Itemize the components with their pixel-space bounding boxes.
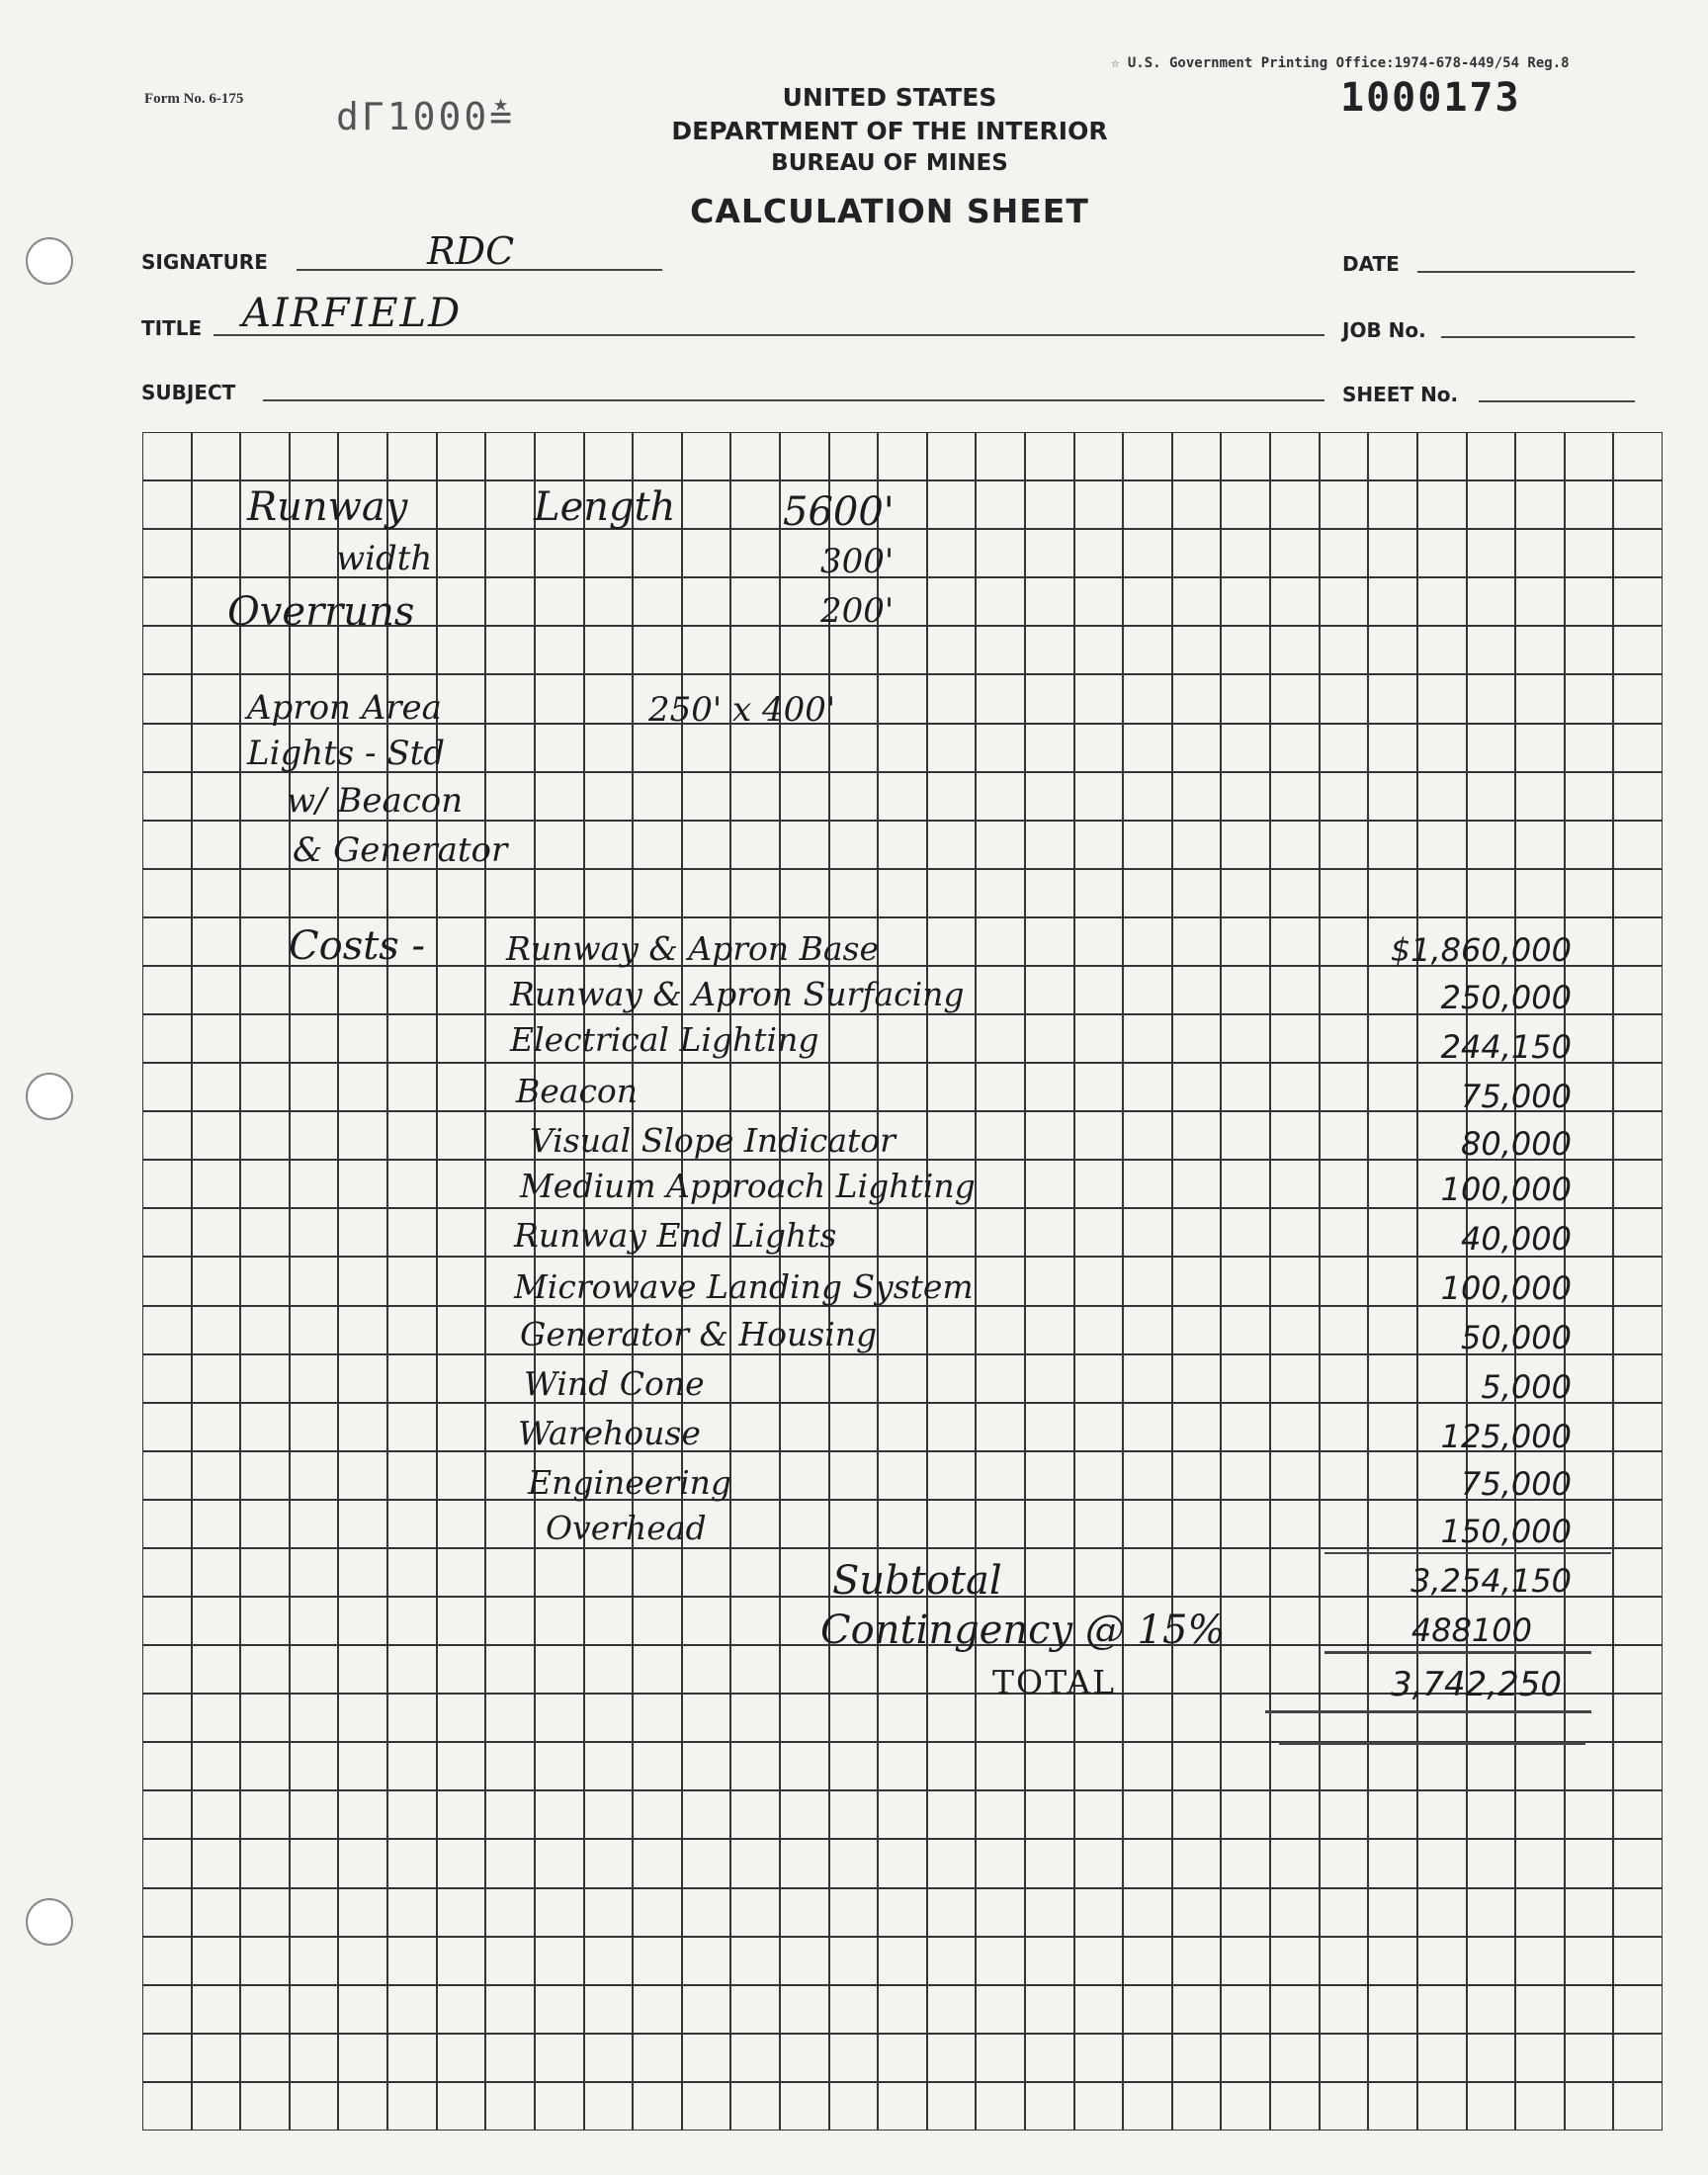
cost-item-desc: Wind Cone	[524, 1364, 705, 1403]
header-line-2: DEPARTMENT OF THE INTERIOR	[671, 117, 1108, 145]
cost-item-amount: $1,860,000	[1390, 931, 1572, 969]
cost-item-amount: 150,000	[1440, 1513, 1572, 1550]
cost-item-amount: 50,000	[1461, 1319, 1572, 1356]
binder-hole-bottom	[26, 1898, 73, 1946]
total-double-rule-1	[1265, 1710, 1591, 1713]
runway-label: Runway	[247, 484, 408, 530]
cost-item-amount: 125,000	[1440, 1418, 1572, 1455]
cost-item-desc: Runway & Apron Base	[506, 929, 880, 968]
cost-item-desc: Warehouse	[518, 1414, 701, 1452]
header-line-1: UNITED STATES	[782, 83, 997, 112]
document-stamp-right: 1000173	[1340, 75, 1521, 121]
cost-item-desc: Runway End Lights	[514, 1216, 837, 1255]
cost-item-amount: 100,000	[1440, 1269, 1572, 1307]
cost-item-desc: Visual Slope Indicator	[530, 1121, 896, 1160]
cost-item-desc: Generator & Housing	[520, 1315, 878, 1353]
apron-area-value: 250' x 400'	[648, 690, 836, 730]
job-number-line	[1441, 336, 1635, 338]
cost-item-desc: Runway & Apron Surfacing	[510, 975, 965, 1013]
signature-value: RDC	[427, 229, 515, 273]
form-number: Form No. 6-175	[144, 91, 244, 107]
costs-label: Costs -	[289, 923, 426, 969]
cost-item-amount: 80,000	[1461, 1125, 1572, 1163]
cost-item-desc: Electrical Lighting	[510, 1020, 819, 1059]
cost-item-amount: 75,000	[1461, 1078, 1572, 1115]
cost-item-amount: 244,150	[1440, 1028, 1572, 1066]
length-value: 5600'	[783, 489, 895, 535]
cost-item-desc: Overhead	[546, 1509, 707, 1547]
date-line	[1417, 271, 1635, 273]
cost-item-desc: Microwave Landing System	[514, 1267, 974, 1306]
sheet-title: CALCULATION SHEET	[690, 192, 1089, 230]
title-value: AIRFIELD	[242, 291, 463, 336]
cost-item-amount: 5,000	[1481, 1368, 1572, 1406]
length-label: Length	[534, 484, 676, 530]
subtotal-rule	[1324, 1552, 1611, 1554]
apron-area-label: Apron Area	[247, 688, 442, 728]
subtotal-value: 3,254,150	[1410, 1562, 1572, 1600]
overruns-value: 200'	[820, 591, 895, 631]
lights-line-2: w/ Beacon	[287, 781, 464, 821]
total-rule	[1324, 1651, 1591, 1654]
binder-hole-middle	[26, 1073, 73, 1120]
header-line-3: BUREAU OF MINES	[771, 150, 1008, 176]
total-double-rule-2	[1279, 1742, 1585, 1745]
cost-item-amount: 40,000	[1461, 1220, 1572, 1258]
contingency-value: 488100	[1410, 1611, 1532, 1649]
document-stamp-left: dΓ1000≛	[336, 95, 516, 138]
subject-line	[263, 399, 1324, 401]
signature-label: SIGNATURE	[141, 250, 268, 274]
subtotal-label: Subtotal	[832, 1558, 1002, 1604]
date-label: DATE	[1342, 252, 1400, 276]
total-label: TOTAL	[992, 1663, 1117, 1701]
cost-item-amount: 75,000	[1461, 1465, 1572, 1503]
lights-line-3: & Generator	[293, 830, 508, 870]
contingency-label: Contingency @ 15%	[820, 1608, 1226, 1653]
subject-label: SUBJECT	[141, 381, 236, 404]
title-label: TITLE	[141, 316, 203, 340]
cost-item-amount: 250,000	[1440, 979, 1572, 1016]
cost-item-desc: Medium Approach Lighting	[520, 1167, 976, 1205]
width-label: width	[336, 539, 433, 578]
width-value: 300'	[820, 542, 895, 581]
cost-item-desc: Engineering	[528, 1463, 732, 1502]
total-value: 3,742,250	[1390, 1665, 1562, 1704]
binder-hole-top	[26, 237, 73, 285]
job-number-label: JOB No.	[1342, 318, 1426, 342]
printing-office-note: ☆ U.S. Government Printing Office:1974-678-449/54 Reg.8	[1111, 55, 1570, 71]
sheet-number-label: SHEET No.	[1342, 383, 1459, 406]
cost-item-desc: Beacon	[516, 1072, 639, 1110]
lights-line-1: Lights - Std	[247, 734, 446, 773]
sheet-number-line	[1479, 400, 1635, 402]
cost-item-amount: 100,000	[1440, 1171, 1572, 1208]
overruns-label: Overruns	[227, 589, 415, 635]
